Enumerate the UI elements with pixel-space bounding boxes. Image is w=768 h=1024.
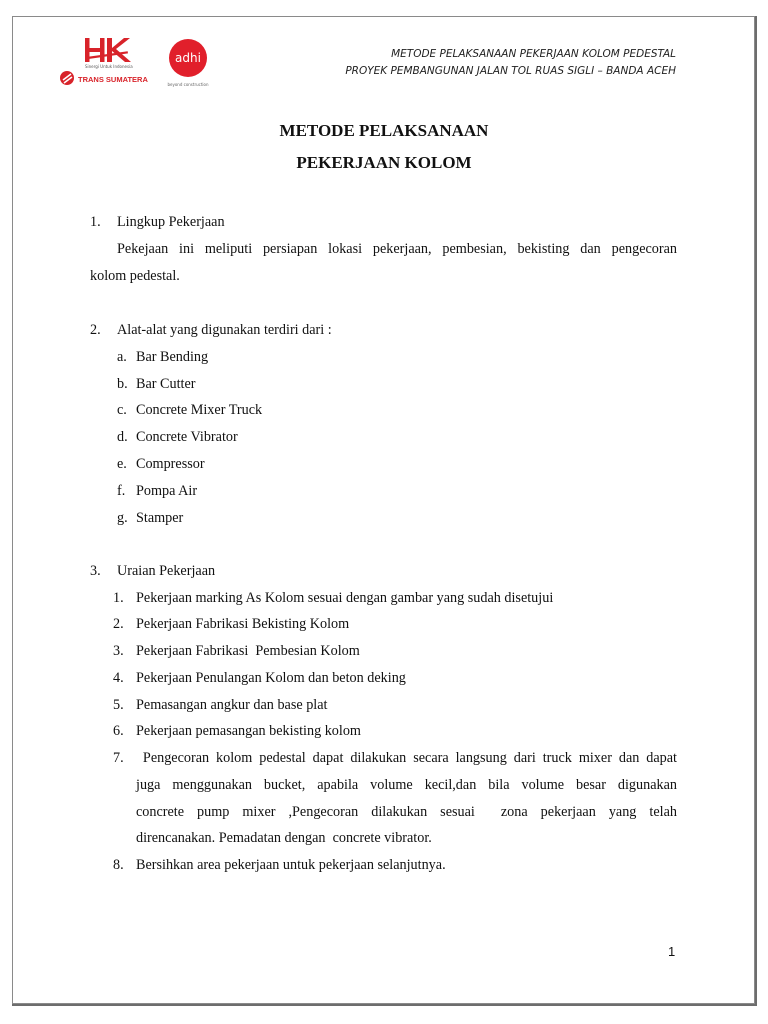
header-line-1: METODE PELAKSANAAN PEKERJAAN KOLOM PEDESTAL: [391, 48, 676, 60]
section-1-number: 1.: [90, 214, 101, 230]
list-marker: 5.: [113, 697, 124, 713]
list-item: Pekerjaan Fabrikasi Pembesian Kolom: [136, 643, 360, 659]
list-marker: 6.: [113, 723, 124, 739]
list-item: Pemasangan angkur dan base plat: [136, 697, 328, 713]
list-item-line: direncanakan. Pemadatan dengan concrete vibrator.: [136, 830, 432, 846]
page-number: 1: [668, 944, 676, 959]
list-item: Pekerjaan pemasangan bekisting kolom: [136, 723, 361, 739]
list-item: Pekerjaan Penulangan Kolom dan beton deking: [136, 670, 406, 686]
list-marker: 8.: [113, 857, 124, 873]
header-line-2: PROYEK PEMBANGUNAN JALAN TOL RUAS SIGLI – BANDA ACEH: [345, 65, 676, 77]
list-marker: g.: [117, 510, 128, 526]
section-1-paragraph-line-2: kolom pedestal.: [90, 268, 180, 284]
section-1-paragraph-line-1: Pekejaan ini meliputi persiapan lokasi pekerjaan, pembesian, bekisting dan pengecoran: [117, 241, 677, 257]
list-item: Bar Bending: [136, 349, 209, 365]
list-item: Pekerjaan marking As Kolom sesuai dengan gambar yang sudah disetujui: [136, 590, 554, 606]
list-marker: b.: [117, 376, 128, 392]
list-marker: e.: [117, 456, 127, 472]
section-2-number: 2.: [90, 322, 101, 338]
list-marker: 7.: [113, 750, 124, 766]
hk-trans-sumatera-logo: [58, 36, 164, 92]
list-marker: d.: [117, 429, 128, 445]
list-marker: 2.: [113, 616, 124, 632]
list-item: Compressor: [136, 456, 205, 472]
list-marker: 3.: [113, 643, 124, 659]
list-marker: 4.: [113, 670, 124, 686]
list-marker: 1.: [113, 590, 124, 606]
adhi-logo-text: adhi: [175, 51, 201, 65]
list-marker: a.: [117, 349, 127, 365]
section-1-heading: Lingkup Pekerjaan: [117, 214, 225, 230]
section-2-heading: Alat-alat yang digunakan terdiri dari :: [117, 322, 332, 338]
list-item-line: concrete pump mixer ,Pengecoran dilakukan sesuai zona pekerjaan yang telah: [136, 804, 677, 820]
list-marker: f.: [117, 483, 126, 499]
section-3-number: 3.: [90, 563, 101, 579]
section-3-heading: Uraian Pekerjaan: [117, 563, 216, 579]
list-item: Bersihkan area pekerjaan untuk pekerjaan selanjutnya.: [136, 857, 446, 873]
document-title-line-2: PEKERJAAN KOLOM: [296, 153, 472, 172]
list-item: Pompa Air: [136, 483, 198, 499]
list-marker: c.: [117, 402, 127, 418]
list-item: Bar Cutter: [136, 376, 196, 392]
list-item: Pekerjaan Fabrikasi Bekisting Kolom: [136, 616, 350, 632]
document-title-line-1: METODE PELAKSANAAN: [279, 121, 489, 140]
hk-tagline: Sinergi Untuk Indonesia: [85, 64, 133, 69]
adhi-logo: [164, 36, 214, 90]
list-item: Stamper: [136, 510, 184, 526]
adhi-tagline: beyond construction: [167, 82, 209, 87]
page-shadow-bottom: [12, 1004, 756, 1006]
list-item-line: juga menggunakan bucket, apabila volume kecil,dan bila volume besar digunakan: [136, 777, 677, 793]
document-header: [345, 46, 676, 80]
list-item-line: Pengecoran kolom pedestal dapat dilakukan secara langsung dari truck mixer dan dapat: [136, 750, 677, 766]
hk-subtitle: TRANS SUMATERA: [78, 75, 148, 84]
list-item: Concrete Mixer Truck: [136, 402, 263, 418]
list-item: Concrete Vibrator: [136, 429, 238, 445]
